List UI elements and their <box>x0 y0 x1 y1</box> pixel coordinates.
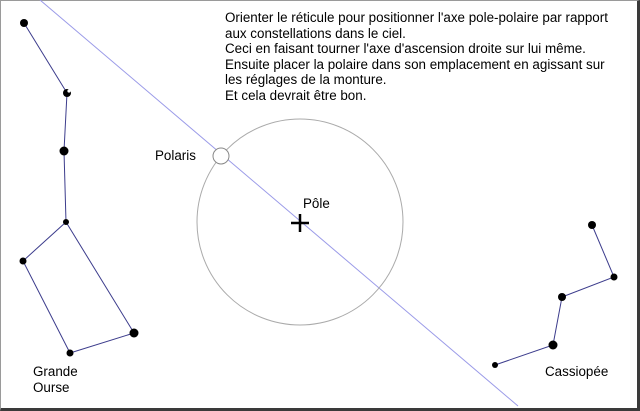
instruction-line: Ensuite placer la polaire dans son emplacement en agissant sur <box>225 56 605 72</box>
grande-ourse-star <box>67 350 74 357</box>
grande-ourse-star-alcor <box>67 89 70 92</box>
pole-label: Pôle <box>303 196 330 211</box>
instruction-line: les réglages de la monture. <box>225 72 387 88</box>
pole-cross <box>291 214 309 232</box>
instruction-line: Ceci en faisant tourner l'axe d'ascension droite sur lui même. <box>225 41 586 57</box>
grande-ourse-star <box>63 219 69 225</box>
grande-ourse-label-line1: Grande <box>33 364 78 379</box>
instructions-text <box>225 10 635 104</box>
grande-ourse-star <box>20 19 28 27</box>
cassiopee-star <box>549 341 558 350</box>
grande-ourse-lines <box>23 23 134 353</box>
instruction-line: Et cela devrait être bon. <box>225 87 367 103</box>
grande-ourse-label-line2: Ourse <box>33 380 70 395</box>
instruction-line: Orienter le réticule pour positionner l'axe pole-polaire par rapport <box>225 10 608 25</box>
cassiopee-constellation <box>492 221 618 368</box>
cassiopee-star <box>611 274 618 281</box>
grande-ourse-star <box>20 258 27 265</box>
grande-ourse-constellation <box>20 19 139 357</box>
cassiopee-star <box>588 221 596 229</box>
grande-ourse-star <box>130 329 139 338</box>
grande-ourse-star <box>60 147 69 156</box>
cassiopee-star <box>558 293 566 301</box>
instruction-line: aux constellations dans le ciel. <box>225 25 406 41</box>
cassiopee-label: Cassiopée <box>545 364 609 379</box>
polaris-marker <box>213 148 229 164</box>
polaris-label: Polaris <box>155 148 196 163</box>
cassiopee-star <box>492 362 498 368</box>
